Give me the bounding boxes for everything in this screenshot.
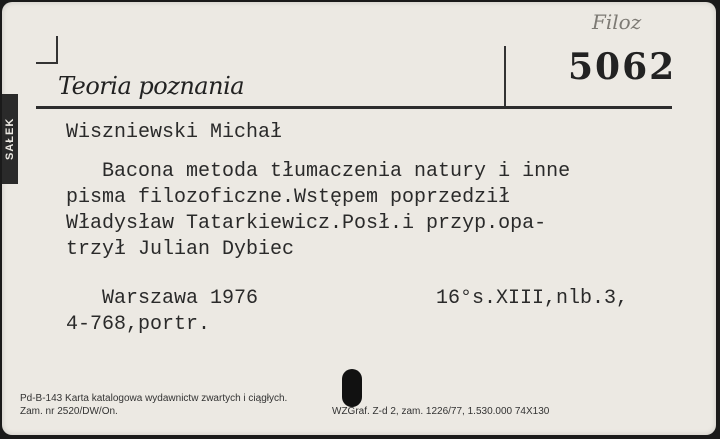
title-line-4: trzył Julian Dybiec xyxy=(66,238,295,261)
footer-line-1: Pd-B-143 Karta katalogowa wydawnictw zwartych i ciągłych. xyxy=(20,393,288,404)
handwritten-note: Filoz xyxy=(592,10,642,34)
title-line-1: Bacona metoda tłumaczenia natury i inne xyxy=(102,160,571,183)
corner-mark xyxy=(36,36,58,64)
vertical-divider xyxy=(504,46,506,108)
footer-line-2-left: Zam. nr 2520/DW/On. xyxy=(20,406,118,417)
pages-line: 4-768,portr. xyxy=(66,313,211,336)
title-line-3: Władysław Tatarkiewicz.Posł.i przyp.opa- xyxy=(66,212,547,235)
card-number: 5062 xyxy=(568,46,677,88)
catalog-card xyxy=(2,2,716,435)
place-year: Warszawa 1976 xyxy=(102,287,259,310)
format: 16°s.XIII,nlb.3, xyxy=(436,287,629,310)
handwritten-subject: Teoria poznania xyxy=(58,72,245,100)
author: Wiszniewski Michał xyxy=(66,121,283,144)
punch-hole xyxy=(342,369,362,407)
footer-line-2-right: WZGraf. Z-d 2, zam. 1226/77, 1.530.000 74X130 xyxy=(332,406,550,417)
horizontal-rule xyxy=(36,106,672,109)
title-line-2: pisma filozoficzne.Wstępem poprzedził xyxy=(66,186,511,209)
side-label: SAŁEK xyxy=(2,94,18,184)
